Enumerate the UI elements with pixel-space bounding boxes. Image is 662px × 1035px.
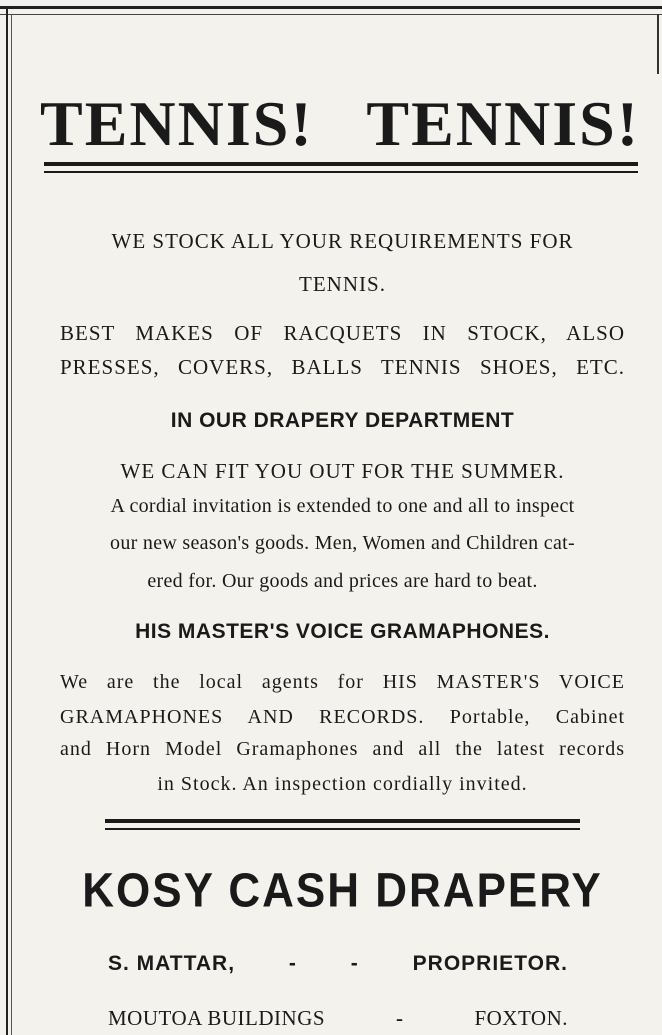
tennis-line-2: TENNIS.	[299, 272, 386, 296]
frame-left-rule	[6, 6, 8, 1035]
drapery-heading: IN OUR DRAPERY DEPARTMENT	[170, 409, 515, 432]
frame-top-rule-thin	[0, 14, 662, 15]
drapery-line-4: ered for. Our goods and prices are hard to beat.	[147, 570, 538, 592]
separator-dash: -	[350, 952, 359, 975]
gramaphones-heading: HIS MASTER'S VOICE GRAMAPHONES.	[135, 620, 550, 643]
headline-right: TENNIS!	[366, 88, 640, 159]
frame-top-rule	[0, 6, 662, 9]
address-row	[108, 1006, 568, 1031]
separator-dash: -	[396, 1006, 404, 1030]
tennis-line-3: BEST MAKES OF RACQUETS IN STOCK, ALSO	[60, 321, 625, 345]
tennis-line-4: PRESSES, COVERS, BALLS TENNIS SHOES, ETC.	[60, 355, 625, 379]
address-building: MOUTOA BUILDINGS	[108, 1006, 326, 1030]
gramaphones-line-3: and Horn Model Gramaphones and all the latest records	[60, 738, 625, 760]
proprietor-row	[108, 952, 568, 976]
gramaphones-line-1: We are the local agents for HIS MASTER'S VOICE	[60, 671, 625, 693]
headline-left: TENNIS!	[40, 88, 314, 159]
address-town: FOXTON.	[474, 1006, 568, 1030]
footer-double-rule	[105, 819, 580, 833]
drapery-line-3: our new season's goods. Men, Women and Children cat-	[110, 532, 575, 554]
headline	[40, 88, 640, 159]
frame-left-rule-thin	[11, 14, 12, 1035]
owner-role: PROPRIETOR.	[412, 952, 568, 975]
owner-name: S. MATTAR,	[108, 952, 236, 975]
separator-dash: -	[288, 952, 297, 975]
gramaphones-line-2: GRAMAPHONES AND RECORDS. Portable, Cabinet	[60, 706, 625, 728]
drapery-line-2: A cordial invitation is extended to one and all to inspect	[110, 495, 575, 517]
store-brand: KOSY CASH DRAPERY	[82, 863, 603, 918]
tennis-line-1: WE STOCK ALL YOUR REQUIREMENTS FOR	[111, 229, 574, 253]
drapery-line-1: WE CAN FIT YOU OUT FOR THE SUMMER.	[120, 459, 565, 483]
gramaphones-line-4: in Stock. An inspection cordially invited.	[157, 773, 528, 795]
frame-right-rule	[657, 14, 659, 74]
headline-double-rule	[44, 162, 638, 176]
